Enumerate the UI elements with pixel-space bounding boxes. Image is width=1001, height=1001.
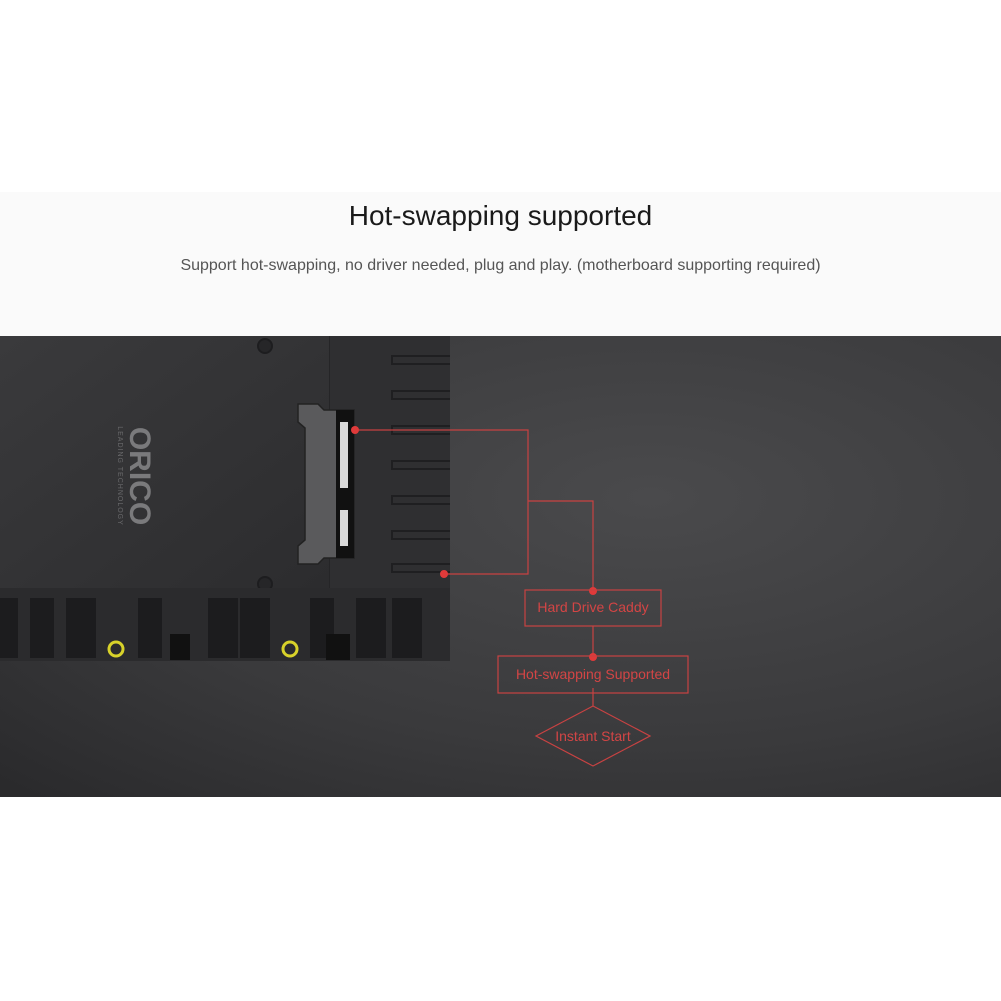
tray-clip-left (170, 634, 190, 660)
drive-plate (0, 336, 330, 588)
product-photo (0, 336, 1001, 797)
screw-top (258, 339, 272, 353)
drive-caddy (0, 336, 450, 661)
product-illustration (0, 336, 1001, 797)
orico-logo (116, 426, 156, 526)
flow-step-1-label: Hard Drive Caddy (537, 599, 649, 615)
page-subtitle: Support hot-swapping, no driver needed, plug and play. (motherboard supporting required) (180, 257, 821, 274)
logo-tagline: LEADING TECHNOLOGY (116, 426, 123, 526)
tray-clip-right (326, 634, 350, 660)
page-title: Hot-swapping supported (348, 200, 653, 231)
flow-step-2-label: Hot-swapping Supported (515, 666, 671, 682)
sata-connector (298, 404, 354, 564)
logo-text: ORICO (123, 426, 156, 526)
flow-step-3-label: Instant Start (555, 728, 631, 744)
